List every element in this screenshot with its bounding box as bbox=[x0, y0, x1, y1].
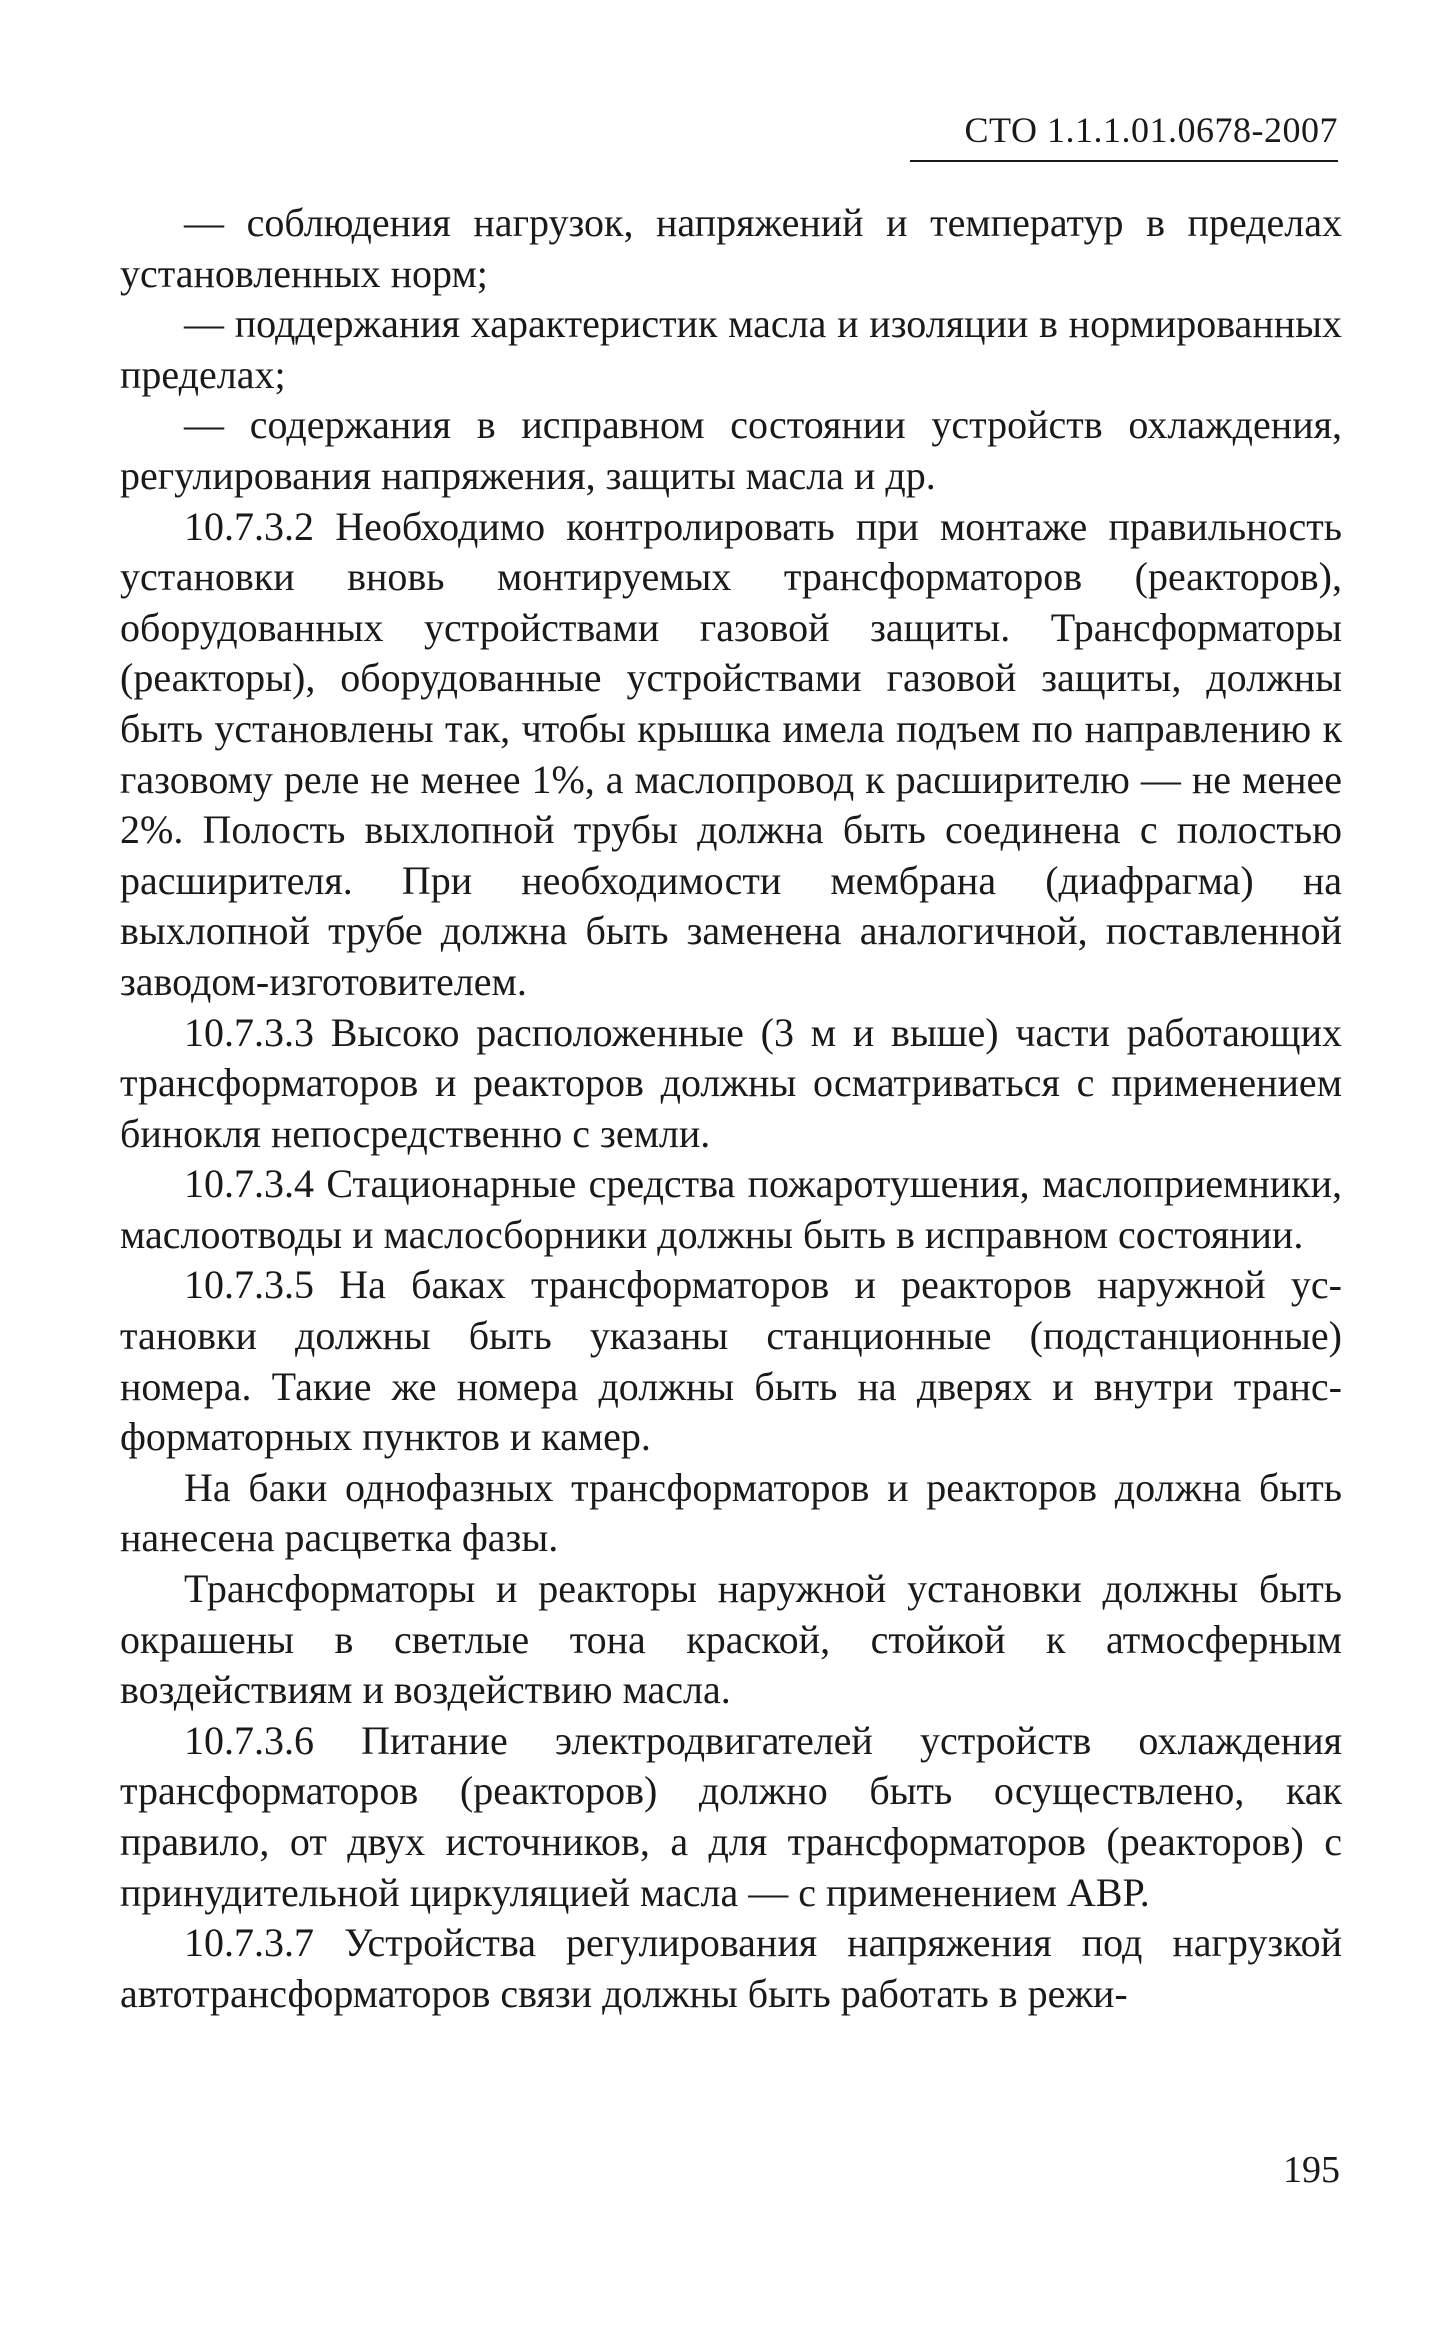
paragraph-10-7-3-6: 10.7.3.6 Питание электродвигателей устройств охлаждения трансформаторов (реакторов) должно быть осуществлено, как правило, от двух источников, а для трансформаторов (реакторов) с принудительной циркуляцией масла — с применением АВР. bbox=[120, 1717, 1342, 1915]
page-header bbox=[910, 108, 1338, 162]
paragraph-10-7-3-5: 10.7.3.5 На баках трансформаторов и реакторов наружной установки должны быть указаны станционные (подстанционные) номера. Такие же номера должны быть на дверях и внутри трансформаторных пунктов и камер. bbox=[120, 1262, 1342, 1460]
header-rule bbox=[910, 160, 1338, 162]
paragraph-10-7-3-7: 10.7.3.7 Устройства регулирования напряжения под нагрузкой автотрансформаторов связи должны быть работать в режи- bbox=[120, 1920, 1342, 2016]
paragraph-10-7-3-4: 10.7.3.4 Стационарные средства пожаротушения, маслоприемники, маслоотводы и маслосборники должны быть в исправном состоянии. bbox=[120, 1161, 1342, 1257]
paragraph-phase-coloring: На баки однофазных трансформаторов и реакторов должна быть нанесена расцветка фазы. bbox=[120, 1464, 1342, 1561]
paragraph-list-item-1: — соблюдения нагрузок, напряжений и температур в пределах установленных норм; bbox=[120, 200, 1342, 296]
paragraph-painting: Трансформаторы и реакторы наружной установки должны быть окрашены в светлые тона краской, стойкой к атмосферным воздействиям и воздействию масла. bbox=[120, 1566, 1342, 1713]
document-code: СТО 1.1.1.01.0678-2007 bbox=[964, 110, 1338, 150]
paragraph-10-7-3-3: 10.7.3.3 Высоко расположенные (3 м и выше) части работающих трансформаторов и реакторов должны осматриваться с применением бинокля непосредственно с земли. bbox=[120, 1009, 1342, 1156]
paragraph-list-item-3: — содержания в исправном состоянии устройств охлаждения, регулирования напряжения, защиты масла и др. bbox=[120, 402, 1342, 498]
paragraph-list-item-2: — поддержания характеристик масла и изоляции в нормированных пределах; bbox=[120, 301, 1342, 397]
page-number: 195 bbox=[1283, 2149, 1340, 2191]
body-text bbox=[120, 198, 1342, 2019]
paragraph-10-7-3-2: 10.7.3.2 Необходимо контролировать при монтаже правильность установки вновь монтируемых трансформаторов (реакторов), оборудованных устройствами газовой защиты. Трансформаторы (реакторы), оборудованные устройствами газовой защиты, должны быть установлены так, чтобы крышка имела подъем по направлению к газовому реле не менее 1%, а маслопровод к расширителю — не менее 2%. Полость выхлопной трубы должна быть соединена с полостью расширителя. При необходимости мембрана (диафрагма) на выхлопной трубе должна быть заменена аналогичной, поставленной заводом-изготовителем. bbox=[120, 503, 1342, 1004]
